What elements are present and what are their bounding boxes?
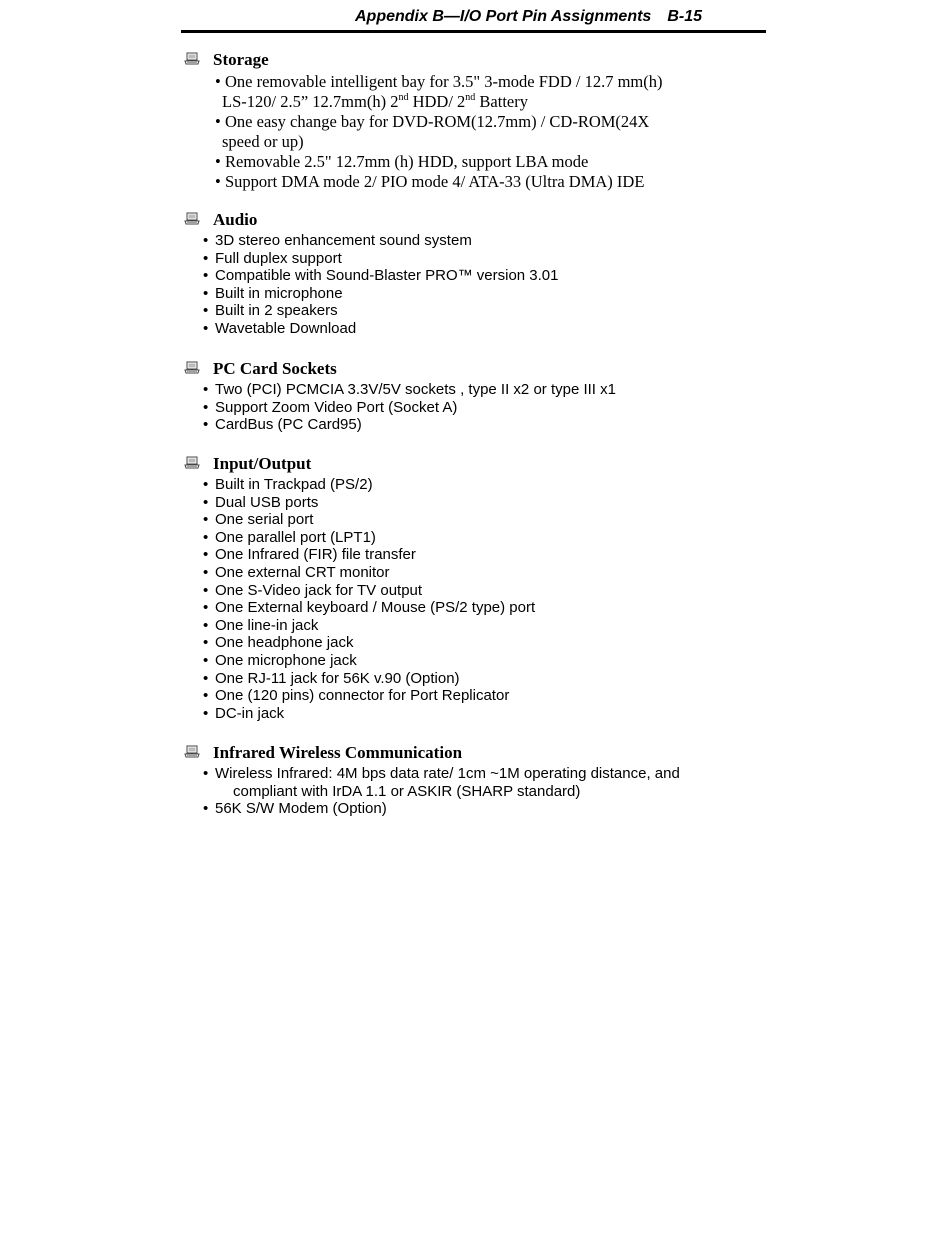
laptop-icon (184, 212, 200, 226)
list-item: • Built in microphone (203, 284, 343, 302)
list-item: • Built in 2 speakers (203, 302, 338, 320)
list-item: • One line-in jack (203, 616, 319, 634)
laptop-icon (184, 52, 200, 66)
bullet: • (215, 172, 221, 191)
list-item: • Wavetable Download (203, 319, 357, 337)
bullet: • (215, 72, 221, 91)
page-number: B-15 (667, 8, 702, 25)
list-item: • CardBus (PC Card95) (203, 416, 362, 434)
list-item: • One easy change bay for DVD-ROM(12.7mm) / CD-ROM(24X speed or up) (215, 112, 650, 151)
header-title: Appendix B—I/O Port Pin Assignments (354, 8, 652, 25)
laptop-icon (184, 745, 200, 759)
list-item: • One parallel port (LPT1) (203, 528, 376, 546)
list-item: • Built in Trackpad (PS/2) (203, 476, 373, 493)
list-item: • DC-in jack (203, 704, 285, 722)
section-header (184, 743, 680, 765)
list-item: • Two (PCI) PCMCIA 3.3V/5V sockets , type II x2 or type III x1 (203, 381, 616, 398)
header-text (355, 8, 702, 26)
io-list (184, 476, 535, 722)
bullet: • (215, 112, 221, 131)
section-audio (184, 210, 559, 338)
pc-card-list (184, 381, 616, 434)
list-item: • Support DMA mode 2/ PIO mode 4/ ATA-33 (Ultra DMA) IDE (215, 172, 645, 191)
section-storage (184, 50, 662, 192)
infrared-list (184, 765, 680, 818)
laptop-icon (184, 456, 200, 470)
list-item: • One serial port (203, 511, 314, 529)
section-input-output (184, 454, 535, 722)
list-item: • One (120 pins) connector for Port Replicator (203, 687, 510, 705)
list-item: • Dual USB ports (203, 493, 319, 511)
section-infrared-wireless (184, 743, 680, 818)
section-title: Input/Output (213, 454, 312, 473)
list-item: • One removable intelligent bay for 3.5" 3-mode FDD / 12.7 mm(h) LS-120/ 2.5” 12.7mm(h) 2nd HDD/ 2nd Battery (215, 72, 663, 111)
section-header (184, 359, 616, 381)
list-item: • One RJ-11 jack for 56K v.90 (Option) (203, 669, 460, 687)
section-header (184, 50, 662, 72)
storage-list (184, 72, 662, 192)
list-item: • One headphone jack (203, 634, 354, 652)
list-item: • Wireless Infrared: 4M bps data rate/ 1cm ~1M operating distance, and compliant with IrDA 1.1 or ASKIR (SHARP standard) (203, 765, 680, 800)
section-title: Audio (213, 210, 258, 229)
section-pc-card-sockets (184, 359, 616, 434)
section-header (184, 454, 535, 476)
list-item: • Compatible with Sound-Blaster PRO™ version 3.01 (203, 267, 559, 285)
section-title: Storage (213, 50, 269, 69)
laptop-icon (184, 361, 200, 375)
audio-list (184, 232, 559, 338)
list-item: • One S-Video jack for TV output (203, 581, 423, 599)
list-item: • Full duplex support (203, 249, 342, 267)
page-header (181, 6, 766, 33)
section-header (184, 210, 559, 232)
list-item: • Removable 2.5" 12.7mm (h) HDD, support LBA mode (215, 152, 589, 171)
list-item: • Support Zoom Video Port (Socket A) (203, 398, 458, 416)
section-title: Infrared Wireless Communication (213, 743, 463, 762)
section-title: PC Card Sockets (213, 359, 337, 378)
list-item: • 56K S/W Modem (Option) (203, 800, 387, 818)
list-item: • 3D stereo enhancement sound system (203, 232, 472, 249)
list-item: • One External keyboard / Mouse (PS/2 type) port (203, 599, 536, 617)
bullet: • (215, 152, 221, 171)
list-item: • One external CRT monitor (203, 563, 390, 581)
list-item: • One Infrared (FIR) file transfer (203, 546, 416, 564)
list-item: • One microphone jack (203, 651, 357, 669)
